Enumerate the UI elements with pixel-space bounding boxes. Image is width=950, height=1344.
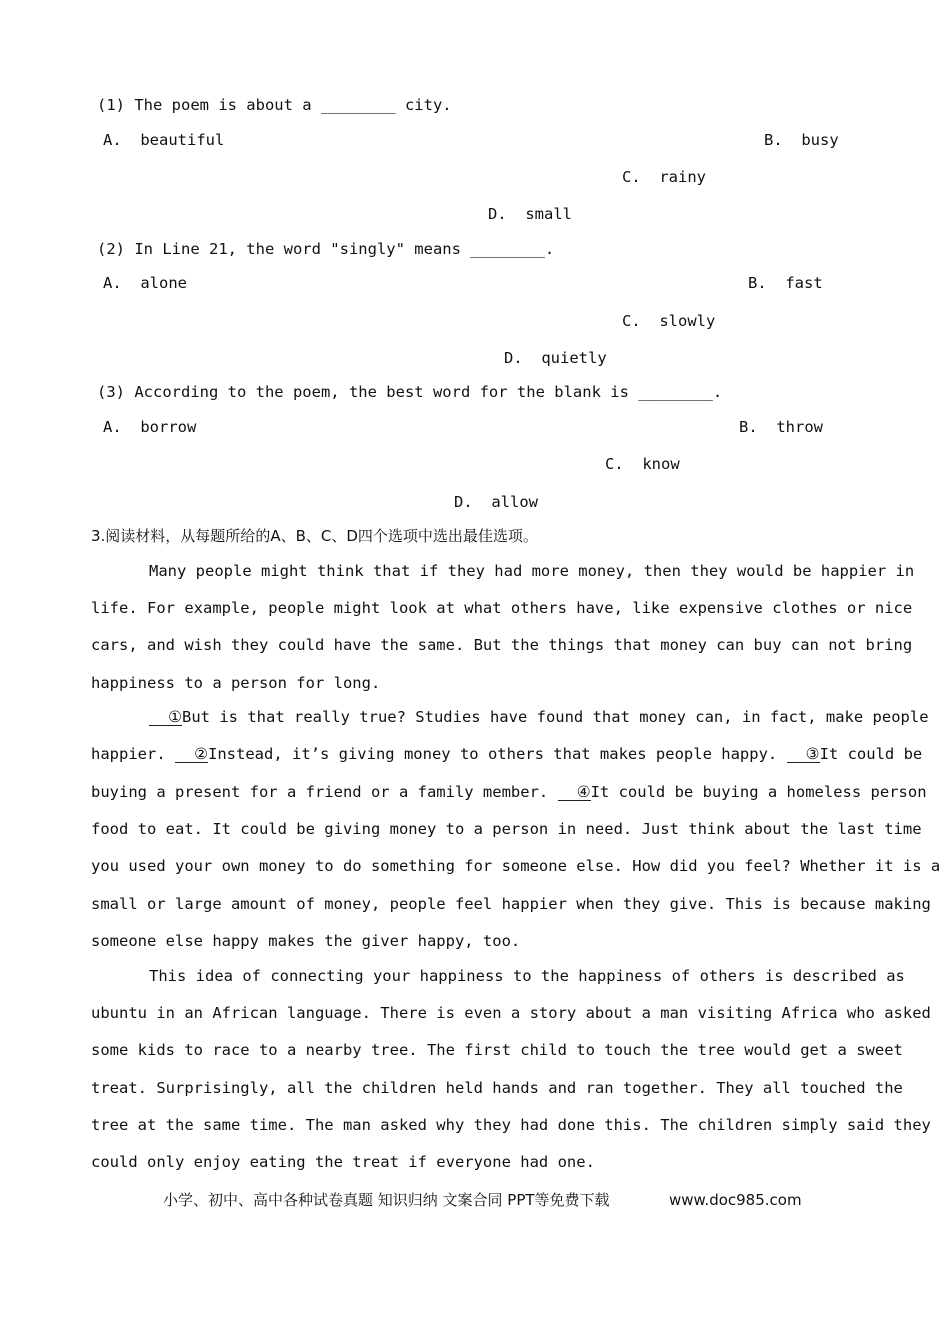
paragraph-2-text: buying a present for a friend or a family member. — [91, 783, 558, 801]
question-1-option-b: B. busy — [764, 131, 839, 149]
paragraph-2-text: It could be — [819, 745, 923, 763]
question-3-option-c: C. know — [605, 455, 680, 473]
question-2-stem: (2) In Line 21, the word "singly" means ________. — [97, 240, 555, 258]
paragraph-3-line: could only enjoy eating the treat if everyone had one. — [91, 1153, 595, 1171]
paragraph-3-line: some kids to race to a nearby tree. The first child to touch the tree would get a sweet — [91, 1041, 903, 1059]
question-3-option-d: D. allow — [454, 493, 538, 511]
blank-3: ③ — [787, 746, 820, 763]
blank-2: ② — [175, 746, 208, 763]
paragraph-2-line — [91, 744, 922, 764]
footer-promo-text: 小学、初中、高中各种试卷真题 知识归纳 文案合同 PPT等免费下载 — [163, 1191, 610, 1209]
question-1-option-c: C. rainy — [622, 168, 706, 186]
paragraph-1-line: life. For example, people might look at what others have, like expensive clothes or nice — [91, 599, 913, 617]
paragraph-3-line: treat. Surprisingly, all the children held hands and ran together. They all touched the — [91, 1079, 903, 1097]
section-3-heading: 3.阅读材料，从每题所给的A、B、C、D四个选项中选出最佳选项。 — [91, 527, 538, 545]
paragraph-2-text: But is that really true? Studies have found that money can, in fact, make people — [182, 708, 929, 726]
paragraph-1-line: cars, and wish they could have the same. But the things that money can buy can not bring — [91, 636, 913, 654]
question-2-option-c: C. slowly — [622, 312, 716, 330]
paragraph-2-line — [91, 782, 927, 802]
question-2-option-a: A. alone — [103, 274, 187, 292]
paragraph-3-line: This idea of connecting your happiness to the happiness of others is described as — [149, 967, 905, 985]
paragraph-2-line: food to eat. It could be giving money to a person in need. Just think about the last time — [91, 820, 922, 838]
paragraph-2-text: It could be buying a homeless person — [590, 783, 927, 801]
paragraph-1-line: happiness to a person for long. — [91, 674, 381, 692]
question-1-stem: (1) The poem is about a ________ city. — [97, 96, 452, 114]
paragraph-2-text: happier. — [91, 745, 175, 763]
question-3-option-b: B. throw — [739, 418, 823, 436]
footer-website-link[interactable]: www.doc985.com — [669, 1191, 802, 1209]
paragraph-2-text: Instead, it’s giving money to others that makes people happy. — [208, 745, 787, 763]
question-1-option-a: A. beautiful — [103, 131, 225, 149]
paragraph-3-line: tree at the same time. The man asked why they had done this. The children simply said they — [91, 1116, 931, 1134]
question-3-option-a: A. borrow — [103, 418, 197, 436]
paragraph-2-line: you used your own money to do something for someone else. How did you feel? Whether it is a — [91, 857, 941, 875]
blank-4: ④ — [558, 784, 591, 801]
question-3-stem: (3) According to the poem, the best word for the blank is ________. — [97, 383, 723, 401]
paragraph-1-line: Many people might think that if they had more money, then they would be happier in — [149, 562, 915, 580]
question-2-option-d: D. quietly — [504, 349, 607, 367]
blank-1: ① — [149, 709, 182, 726]
paragraph-2-line — [149, 707, 929, 727]
paragraph-3-line: ubuntu in an African language. There is even a story about a man visiting Africa who asked — [91, 1004, 931, 1022]
question-1-option-d: D. small — [488, 205, 572, 223]
question-2-option-b: B. fast — [748, 274, 823, 292]
paragraph-2-line: small or large amount of money, people feel happier when they give. This is because making — [91, 895, 931, 913]
paragraph-2-line: someone else happy makes the giver happy, too. — [91, 932, 521, 950]
